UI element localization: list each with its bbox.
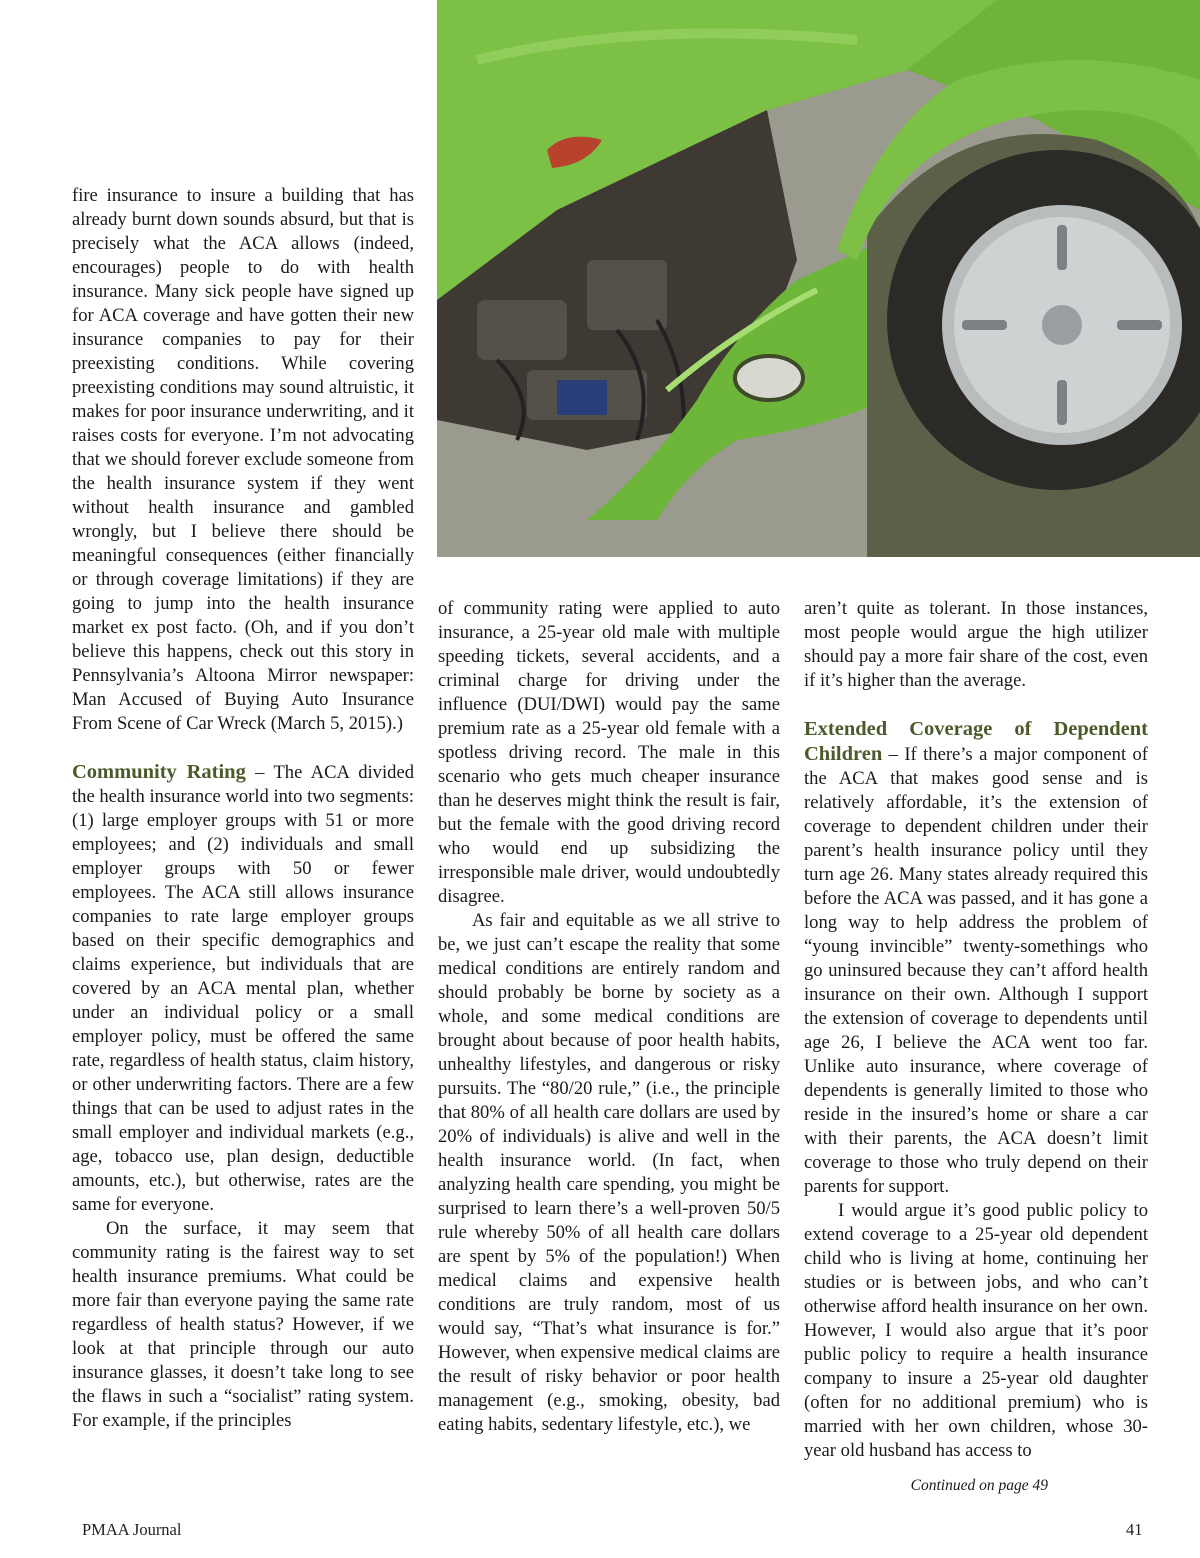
col3-paragraph-1: aren’t quite as tolerant. In those instances, most people would argue the high utilizer should pay a more fair share of the cost, even if it’s higher than the average.: [804, 598, 1148, 691]
col3-paragraph-2: [804, 717, 1148, 1199]
col3-paragraph-2-text: – If there’s a major component of the ACA that makes good sense and is relatively affordable, it’s the extension of coverage to dependent children under their parent’s health insurance policy until they turn age 26. Many states already required this before the ACA was passed, and it has gone a long way to help address the problem of “young invincible” twenty-somethings who go uninsured because they can’t afford health insurance on their own. Although I support the extension of coverage to dependents until age 26, I believe the ACA went too far. Unlike auto insurance, where coverage of dependents is generally limited to those who reside in the insured’s home or share a car with their parents, the ACA doesn’t limit coverage to those who truly depend on their parents for support.: [804, 744, 1148, 1197]
col2-paragraph-2: As fair and equitable as we all strive to be, we just can’t escape the reality that some medical conditions are entirely random and should probably be borne by society as a whole, and some medical conditions are brought about because of poor health habits, unhealthy lifestyles, and dangerous or risky pursuits. The “80/20 rule,” (i.e., the principle that 80% of all health care dollars are used by 20% of individuals) is alive and well in the health insurance world. (In fact, when analyzing health care spending, you might be surprised to learn there’s a well-proven 50/5 rule whereby 50% of all health care dollars are spent by 5% of the population!) When medical claims and expensive health conditions are truly random, most of us would say, “That’s what insurance is for.” However, when expensive medical claims are the result of risky behavior or poor health management (e.g., smoking, obesity, bad eating habits, sedentary lifestyle, etc.), we: [438, 910, 780, 1435]
col1-paragraph-3: On the surface, it may seem that community rating is the fairest way to set health insurance premiums. What could be more fair than everyone paying the same rate regardless of health status? However, if we look at that principle through our auto insurance glasses, it doesn’t take long to see the flaws in such a “socialist” rating system. For example, if the principles: [72, 1218, 414, 1431]
column-1: [72, 184, 414, 1433]
col1-paragraph-2: [72, 760, 414, 1217]
community-rating-heading: Community Rating: [72, 761, 246, 783]
col1-paragraph-1: fire insurance to insure a building that has already burnt down sounds absurd, but that is precisely what the ACA allows (indeed, encourages) people to do with health insurance. Many sick people have signed up for ACA coverage and have gotten their new insurance companies to pay for their preexisting conditions. While covering preexisting conditions may sound altruistic, it makes for poor insurance underwriting, and it raises costs for everyone. I’m not advocating that we should forever exclude someone from the health insurance system if they went without health insurance and gambled wrongly, but I believe there should be meaningful consequences (either financially or through coverage limitations) if they are going to jump into the health insurance market ex post facto. (Oh, and if you don’t believe this happens, check out this story in Pennsylvania’s Altoona Mirror newspaper: Man Accused of Buying Auto Insurance From Scene of Car Wreck (March 5, 2015).): [72, 185, 414, 734]
continued-on-page: Continued on page 49: [910, 1477, 1048, 1494]
col1-paragraph-2-text: – The ACA divided the health insurance world into two segments: (1) large employer groups with 51 or more employees; and (2) individuals and small employer groups with 50 or fewer employees. The ACA still allows insurance companies to rate large employer groups based on their specific demographics and claims experience, but individuals that are covered by an ACA mental plan, whether under an individual policy or a small employer policy, must be offered the same rate, regardless of health status, claim history, or other underwriting factors. There are a few things that can be used to adjust rates in the small employer and individual markets (e.g., age, tobacco use, plan design, deductible amounts, etc.), but otherwise, rates are the same for everyone.: [72, 762, 414, 1215]
column-3: [804, 597, 1148, 1463]
footer-page-number: 41: [1126, 1520, 1143, 1539]
column-2: [438, 597, 780, 1437]
extended-coverage-heading: Extended Coverage of Dependent Children: [804, 718, 1148, 765]
car-wreck-photo: [437, 0, 1200, 557]
col2-paragraph-1: of community rating were applied to auto insurance, a 25-year old male with multiple speeding tickets, several accidents, and a criminal charge for driving under the influence (DUI/DWI) would pay the same premium rate as a 25-year old female with a spotless driving record. The male in this scenario who gets much cheaper insurance than he deserves might think the result is fair, but the female with the good driving record who would end up subsidizing the irresponsible male driver, would undoubtedly disagree.: [438, 598, 780, 907]
col3-paragraph-3: I would argue it’s good public policy to extend coverage to a 25-year old dependent child who is living at home, continuing her studies or is between jobs, and who can’t otherwise afford health insurance on her own. However, I would also argue that it’s poor public policy to require a health insurance company to insure a 25-year old daughter (often for no additional premium) who is married with her own children, whose 30-year old husband has access to: [804, 1200, 1148, 1461]
footer-journal-name: PMAA Journal: [82, 1520, 182, 1539]
